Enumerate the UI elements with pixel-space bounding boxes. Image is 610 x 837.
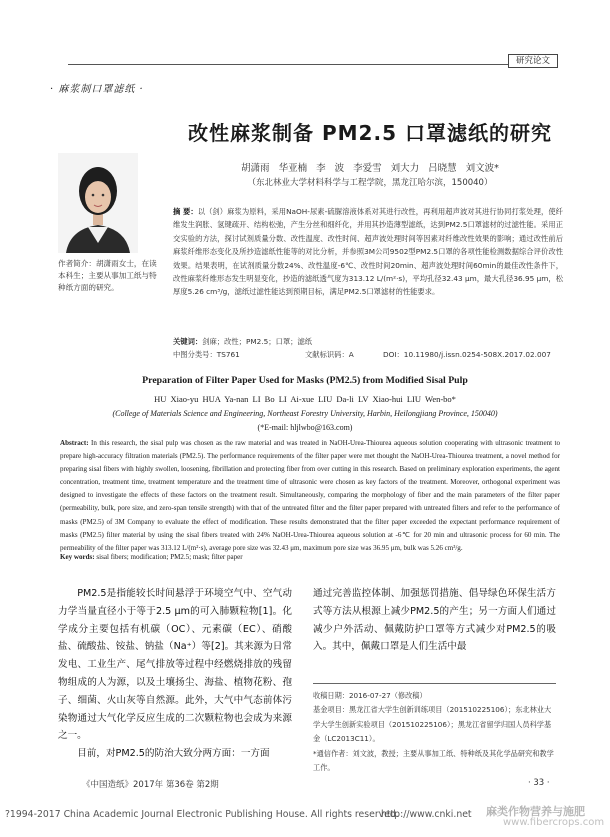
page-number: · 33 · [528, 778, 550, 788]
watermark-zh: 麻类作物营养与施肥 [486, 805, 585, 818]
authors-en: HU Xiao-yu HUA Ya-nan LI Bo LI Ai-xue LIU Da-li LV Xiao-hui LIU Wen-bo* [154, 394, 456, 404]
affiliation-zh: （东北林业大学材料科学与工程学院，黑龙江哈尔滨，150040） [247, 178, 493, 188]
body-column-right: 通过完善监控体制、加强惩罚措施、倡导绿色环保生活方式等方法从根源上减少PM2.5的产生；另一方面人们通过减少户外活动、佩戴防护口罩等方式减少对PM2.5的吸入。其中，佩戴口罩是人们生活中最 [313, 588, 556, 653]
title-en: Preparation of Filter Paper Used for Masks (PM2.5) from Modified Sisal Pulp [142, 375, 468, 386]
keywords-zh-label: 关键词： [173, 337, 203, 346]
document-code: 文献标识码：A [305, 350, 354, 359]
abstract-en [60, 437, 560, 555]
abstract-en-text: In this research, the sisal pulp was chosen as the raw material and was treated in NaOH-Urea-Thiourea aqueous solution cooperating with ultrasonic treatment to prepare high-accuracy filtration materials (PM2.5). The performance requirements of the filter paper were met thought the NaOH-Urea-Thiourea treatment, a novel method for preparing sisal fibers with highly swollen, loosening, fibrillation and protecting fiber from over cutting in this research. Based on preliminary exploration experiments, the agent concentration, treatment time, treatment temperature and the treatment time of ultrasonic were chosen as key factors of the treatment. Moreover, orthogonal experiment was designed to investigate the effects of these factors on the treatment result. Simultaneously, comparing the morphology of fiber and the main parameters of the filter paper (permeability, bulk, pore size, and zero-span tensile strength) with that of the untreated filter and the filter paper prepared with untreated filters and refer to the performance of masks (PM2.5) of 3M Company to evaluate the effect of modification. These results demonstrated that the filter paper exceeded the expectant performance requirement of masks (PM2.5) filter material by using the sisal fibers treated with 24% NaOH-Urea-Thiourea aqueous solution at -6℃ for 20 min and ultrasonic process for 60 min. The permeability of the filter paper was 313.12 L/(m²·s), average pore size was 32.43 μm, maximum pore size was 36.95 μm, bulk was 5.26 cm³/g. [60, 439, 561, 552]
column-tab-label: 研究论文 [508, 54, 558, 68]
section-label: · 麻浆制口罩滤纸 · [50, 84, 144, 95]
author-bio: 作者简介：胡潇雨女士，在读本科生；主要从事加工纸与特种纸方面的研究。 [58, 259, 157, 292]
watermark-en: www.fibercrops.com [503, 817, 605, 828]
affiliation-en: (College of Materials Science and Engineering, Northeast Forestry University, Harbin, Heilongjiang Province, 150040) [112, 409, 498, 418]
keywords-zh [173, 337, 563, 347]
copyright-text: ?1994-2017 China Academic Journal Electronic Publishing House. All rights reserved. [5, 809, 399, 820]
abstract-en-label: Abstract: [60, 439, 89, 447]
keywords-zh-text: 剑麻；改性；PM2.5；口罩；滤纸 [202, 337, 313, 346]
abstract-zh [173, 205, 563, 299]
body-paragraph-2: 目前，对PM2.5的防治大致分两方面：一方面 [77, 748, 270, 760]
cnki-link[interactable]: http://www.cnki.net [381, 809, 472, 820]
journal-citation: 《中国造纸》2017年 第36卷 第2期 [82, 780, 219, 790]
keywords-en-text: sisal fibers; modification; PM2.5; mask; filter paper [96, 553, 243, 561]
body-paragraph-1: PM2.5是指能较长时间悬浮于环境空气中、空气动力学当量直径小于等于2.5 μm的可入肺颗粒物[1]。化学成分主要包括有机碳（OC）、元素碳（EC）、硝酸盐、硫酸盐、铵盐、钠盐（Na⁺）等[2]。其来源为日常发电、工业生产、尾气排放等过程中经燃烧排放的残留物组成的人为源，以及土壤扬尘、海盐、植物花粉、孢子、细菌、火山灰等自然源。此外，大气中气态前体污染物通过大气化学反应生成的二次颗粒物也会成为来源之一。 [58, 588, 292, 742]
abstract-zh-label: 摘 要： [173, 207, 198, 216]
author-portrait-image [58, 153, 138, 253]
authors-zh: 胡潇雨 华亚楠 李 波 李爱雪 刘大力 吕晓慧 刘文波* [241, 163, 499, 174]
body-column-left [58, 585, 292, 763]
footnote-rule [313, 683, 556, 684]
keywords-en-label: Key words: [60, 553, 95, 561]
footnote-funding: 基金项目：黑龙江省大学生创新训练项目（201510225106）；东北林业大学大学生创新实验项目（201510225106）；黑龙江省留学归国人员科学基金（LC2013C11）。 [313, 705, 552, 744]
doi: DOI：10.11980/j.issn.0254-508X.2017.02.007 [383, 350, 551, 359]
clc-number: 中图分类号：TS761 [173, 350, 240, 359]
abstract-zh-text: 以（剑）麻浆为原料，采用NaOH-尿素-硫脲溶液体系对其进行改性，再利用超声波对其进行协同打浆处理，使纤维发生润胀、氢键疏开、结构松弛，产生分丝和细纤化，并用其抄造薄型滤纸，达到PM2.5口罩滤材的过滤性能。采用正交实验的方法，探讨试剂质量分数、改性温度、改性时间、超声波处理时间等因素对纤维改性效果的影响；通过改性前后麻浆纤维形态变化及所抄造滤纸性能等的对比分析，并参照3M公司9502型PM2.5口罩的各项性能检测数据综合评价改性效果。结果表明，在试剂质量分数24%、改性温度-6℃、改性时间20min、超声波处理时间60min的最佳改性条件下，改性麻浆纤维形态发生明显变化，抄造的滤纸透气度为313.12 L/(m²·s)，平均孔径32.43 μm，最大孔径36.95 μm，松厚度5.26 cm³/g，滤纸过滤性能达到预期目标，满足PM2.5口罩滤材的性能要求。 [173, 207, 563, 297]
footnotes [313, 689, 556, 775]
header-rule [68, 64, 550, 65]
email-en: (*E-mail: hljlwbo@163.com) [257, 423, 353, 432]
title-zh: 改性麻浆制备 PM2.5 口罩滤纸的研究 [188, 121, 552, 145]
footnote-received: 收稿日期：2016-07-27（修改稿） [313, 691, 427, 700]
keywords-en [60, 553, 560, 561]
footnote-corresponding: *通信作者：刘文波，教授；主要从事加工纸、特种纸及其化学品研究和教学工作。 [313, 748, 554, 773]
author-photo [58, 153, 138, 253]
